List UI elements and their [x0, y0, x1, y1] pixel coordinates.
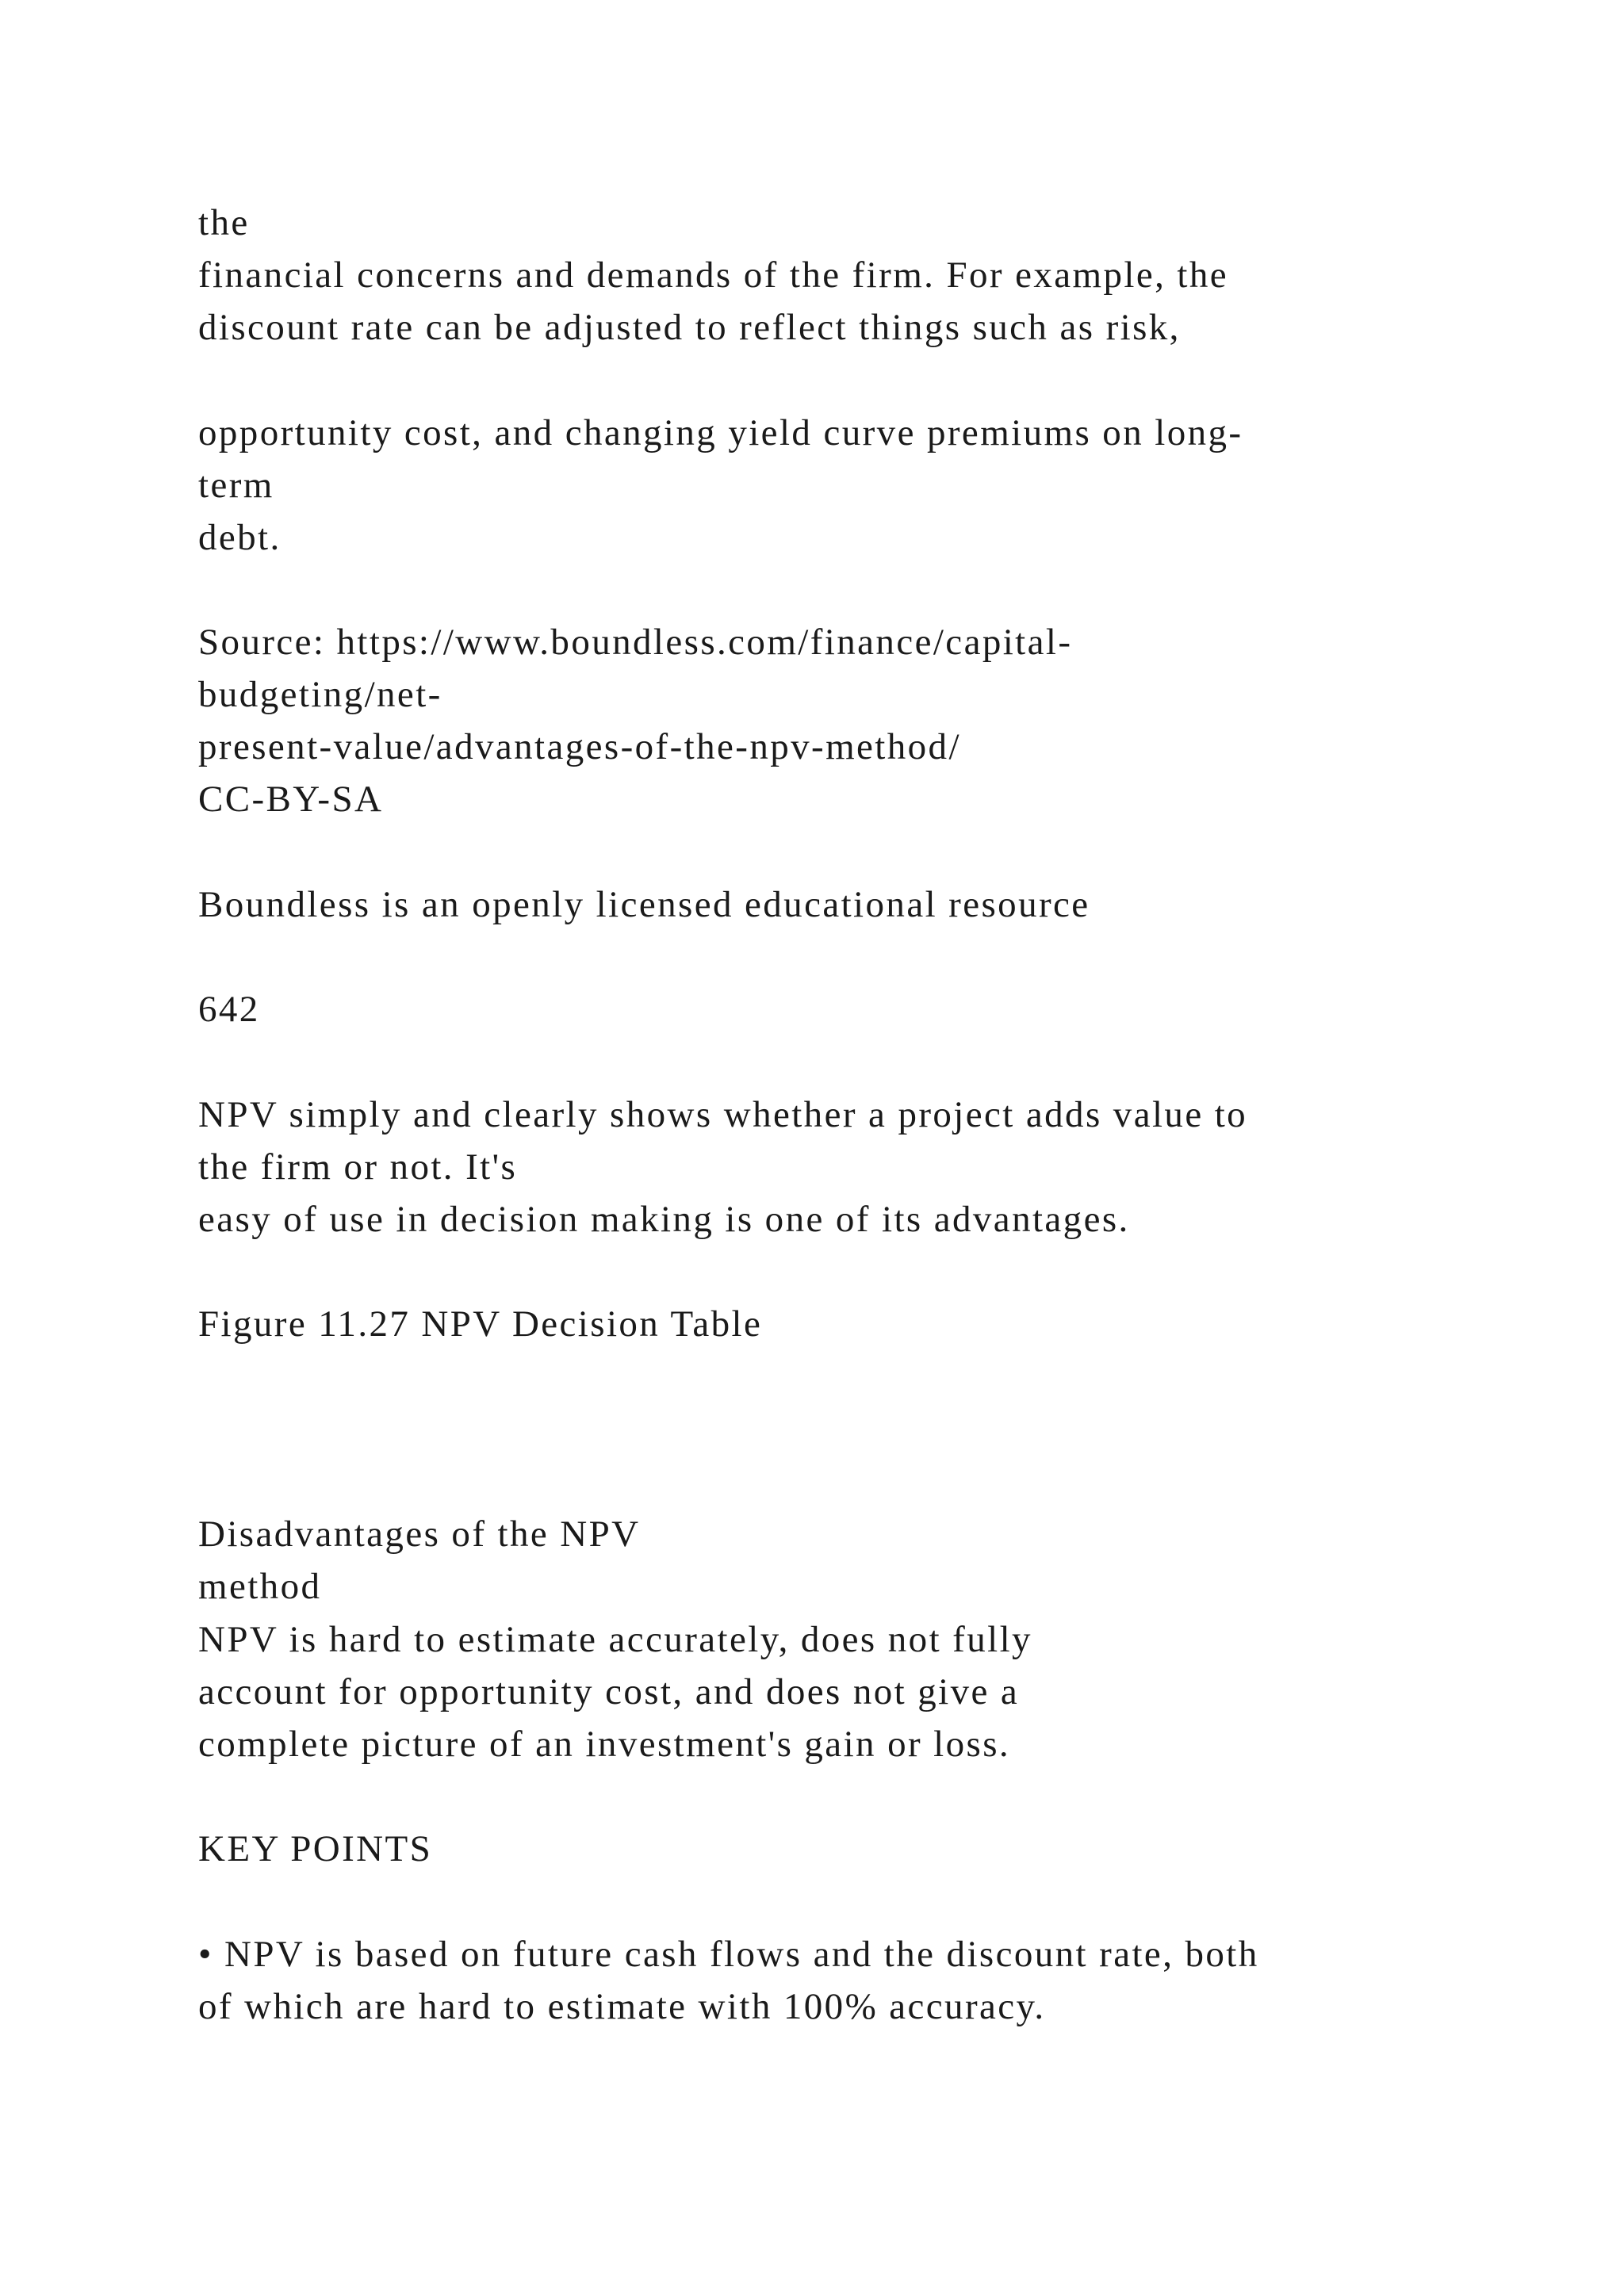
text-line: Boundless is an openly licensed educational resource	[198, 884, 1090, 925]
section-heading: method	[198, 1566, 322, 1607]
text-line: account for opportunity cost, and does not give a	[198, 1671, 1020, 1712]
text-line: debt.	[198, 517, 282, 558]
text-line: NPV simply and clearly shows whether a project adds value to	[198, 1094, 1248, 1135]
text-line: term	[198, 465, 274, 506]
page-number: 642	[198, 989, 260, 1030]
text-line: the firm or not. It's	[198, 1146, 518, 1188]
section-heading: Disadvantages of the NPV	[198, 1513, 641, 1555]
text-line: the	[198, 202, 250, 243]
figure-caption: Figure 11.27 NPV Decision Table	[198, 1303, 763, 1345]
source-line: present-value/advantages-of-the-npv-method/	[198, 726, 961, 767]
text-line: NPV is hard to estimate accurately, does not fully	[198, 1619, 1032, 1660]
bullet-item: of which are hard to estimate with 100% accuracy.	[198, 1986, 1046, 2027]
bullet-item: • NPV is based on future cash flows and the discount rate, both	[198, 1934, 1259, 1975]
text-line: complete picture of an investment's gain or loss.	[198, 1724, 1011, 1765]
license-line: CC-BY-SA	[198, 779, 384, 820]
text-line: easy of use in decision making is one of its advantages.	[198, 1199, 1130, 1240]
text-line: financial concerns and demands of the firm. For example, the	[198, 254, 1229, 296]
text-line: discount rate can be adjusted to reflect things such as risk,	[198, 307, 1181, 348]
key-points-heading: KEY POINTS	[198, 1828, 433, 1869]
source-line: Source: https://www.boundless.com/finance/capital-	[198, 622, 1073, 663]
text-line: opportunity cost, and changing yield curve premiums on long-	[198, 412, 1243, 453]
source-line: budgeting/net-	[198, 674, 442, 715]
